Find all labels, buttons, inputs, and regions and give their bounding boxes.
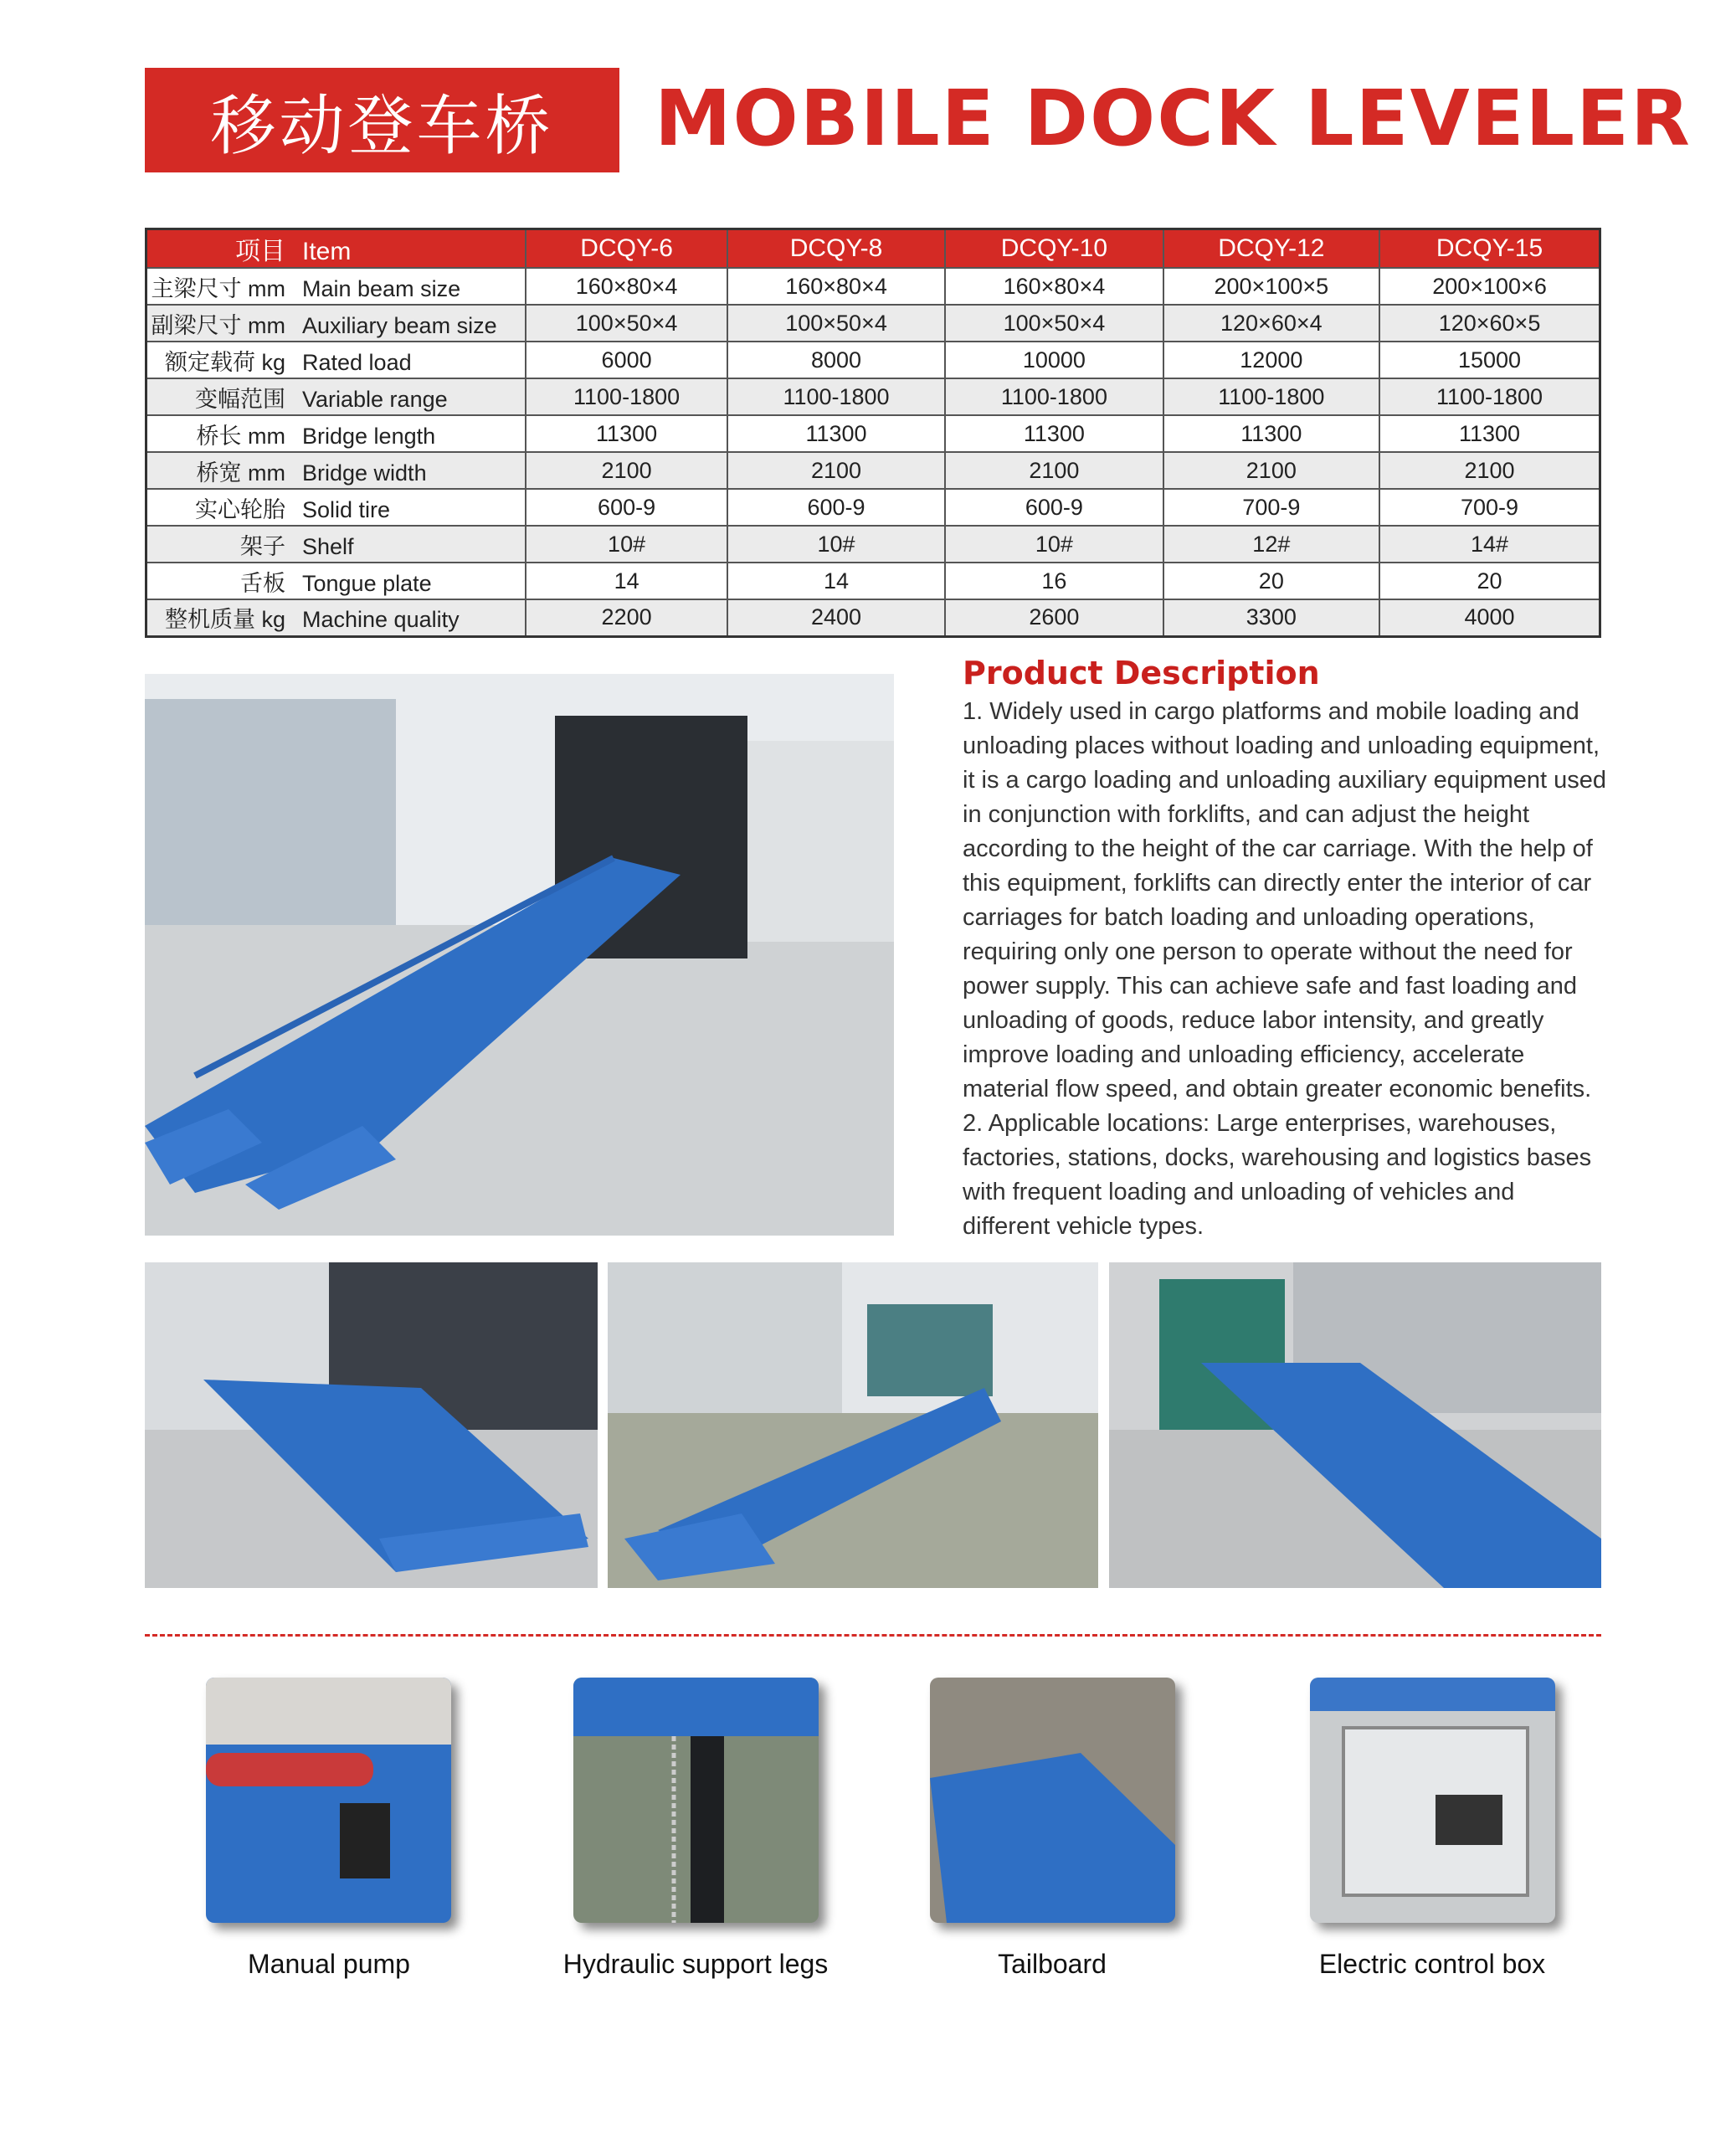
table-cell: 120×60×5 [1379,305,1600,342]
table-row [146,489,1600,526]
row-label-en: Main beam size [302,275,461,301]
table-cell: 2600 [945,599,1163,636]
application-photo-3 [1109,1262,1601,1588]
row-label-en: Solid tire [302,496,391,522]
table-cell: 10000 [945,342,1163,378]
row-label-cn: 副梁尺寸 mm [151,312,285,338]
table-cell: 11300 [1163,415,1379,452]
item-header [146,229,526,269]
row-label-cn: 舌板 [240,570,285,596]
table-row [146,268,1600,305]
table-cell: 12000 [1163,342,1379,378]
table-cell: 1100-1800 [727,378,945,415]
table-cell: 120×60×4 [1163,305,1379,342]
table-cell: 20 [1163,563,1379,599]
feature-label: Tailboard [998,1949,1107,1979]
table-cell: 2100 [727,452,945,489]
description-title: Product Description [963,655,1320,691]
table-cell: 600-9 [526,489,727,526]
electric-control-box-photo [1310,1678,1555,1923]
main-product-photo [145,674,894,1236]
table-cell: 160×80×4 [526,268,727,305]
table-cell: 100×50×4 [945,305,1163,342]
table-cell: 100×50×4 [526,305,727,342]
table-cell: 6000 [526,342,727,378]
table-cell: 700-9 [1379,489,1600,526]
table-cell: 160×80×4 [727,268,945,305]
table-row [146,378,1600,415]
row-label-cn: 整机质量 kg [164,607,285,633]
table-cell: 200×100×5 [1163,268,1379,305]
table-header-row [146,229,1600,269]
model-header: DCQY-6 [526,229,727,269]
table-row [146,415,1600,452]
table-cell: 2400 [727,599,945,636]
row-label [146,415,526,452]
table-cell: 11300 [945,415,1163,452]
table-cell: 16 [945,563,1163,599]
table-cell: 11300 [727,415,945,452]
row-label [146,268,526,305]
row-label [146,599,526,636]
table-cell: 10# [727,526,945,563]
description-paragraph-2: 2. Applicable locations: Large enterprises, warehouses, factories, stations, docks, warehousing and logistics bases with frequent loading and unloading of vehicles and different vehicle types. [963,1110,1592,1240]
row-label-cn: 桥宽 mm [196,460,285,486]
row-label-cn: 变幅范围 [195,386,285,412]
row-label-en: Bridge length [302,423,436,449]
item-header-cn: 项目 [235,238,285,265]
table-cell: 600-9 [727,489,945,526]
model-header: DCQY-12 [1163,229,1379,269]
table-cell: 200×100×6 [1379,268,1600,305]
application-photo-1 [145,1262,598,1588]
row-label [146,452,526,489]
table-row [146,599,1600,636]
feature-label: Electric control box [1318,1949,1546,1979]
model-header: DCQY-10 [945,229,1163,269]
page-title: MOBILE DOCK LEVELER [655,74,1692,163]
table-cell: 14 [526,563,727,599]
description-paragraph-1: 1. Widely used in cargo platforms and mobile loading and unloading places without loading and unloading equipment, it is a cargo loading and unloading auxiliary equipment used in conjunction with forklifts, and can adjust the height according to the height of the car carriage. With the help of this equipment, forklifts can directly enter the interior of car carriages for batch loading and unloading operations, requiring only one person to operate without the need for power supply. This can achieve safe and fast loading and unloading of goods, reduce labor intensity, and greatly improve loading and unloading efficiency, accelerate material flow speed, and obtain greater economic benefits. [963,698,1607,1102]
table-row [146,452,1600,489]
model-header: DCQY-15 [1379,229,1600,269]
table-cell: 160×80×4 [945,268,1163,305]
table-cell: 1100-1800 [945,378,1163,415]
table-cell: 2100 [945,452,1163,489]
table-cell: 2100 [1163,452,1379,489]
table-cell: 11300 [526,415,727,452]
row-label-cn: 桥长 mm [196,423,285,449]
row-label-cn: 架子 [240,533,285,559]
row-label [146,526,526,563]
manual-pump-photo [206,1678,451,1923]
chinese-title-banner: 移动登车桥 [145,68,619,172]
application-photo-2 [608,1262,1098,1588]
table-cell: 10# [945,526,1163,563]
row-label-en: Variable range [302,386,448,412]
table-cell: 3300 [1163,599,1379,636]
row-label-en: Auxiliary beam size [302,312,497,338]
table-cell: 1100-1800 [526,378,727,415]
table-cell: 2100 [526,452,727,489]
row-label-en: Rated load [302,349,412,375]
table-cell: 2100 [1379,452,1600,489]
feature-label: Manual pump [248,1949,410,1979]
table-cell: 12# [1163,526,1379,563]
item-header-en: Item [302,238,352,265]
row-label-en: Shelf [302,533,354,559]
table-cell: 14# [1379,526,1600,563]
table-cell: 2200 [526,599,727,636]
table-cell: 100×50×4 [727,305,945,342]
table-cell: 14 [727,563,945,599]
row-label-cn: 额定载荷 kg [164,349,285,375]
table-cell: 1100-1800 [1379,378,1600,415]
row-label-en: Bridge width [302,460,427,486]
row-label-en: Tongue plate [302,570,432,596]
row-label-en: Machine quality [302,607,460,633]
row-label-cn: 主梁尺寸 mm [151,275,285,301]
table-row [146,526,1600,563]
row-label [146,563,526,599]
table-cell: 10# [526,526,727,563]
table-cell: 8000 [727,342,945,378]
row-label [146,378,526,415]
row-label [146,342,526,378]
section-divider [145,1634,1601,1637]
product-description [963,655,1607,1244]
table-cell: 20 [1379,563,1600,599]
table-cell: 11300 [1379,415,1600,452]
table-cell: 1100-1800 [1163,378,1379,415]
spec-table [145,228,1601,638]
row-label [146,305,526,342]
table-cell: 4000 [1379,599,1600,636]
table-cell: 15000 [1379,342,1600,378]
table-cell: 700-9 [1163,489,1379,526]
table-row [146,342,1600,378]
tailboard-photo [930,1678,1175,1923]
model-header: DCQY-8 [727,229,945,269]
row-label [146,489,526,526]
hydraulic-legs-photo [573,1678,819,1923]
feature-label: Hydraulic support legs [562,1949,829,1979]
table-row [146,305,1600,342]
table-row [146,563,1600,599]
table-cell: 600-9 [945,489,1163,526]
row-label-cn: 实心轮胎 [195,496,285,522]
